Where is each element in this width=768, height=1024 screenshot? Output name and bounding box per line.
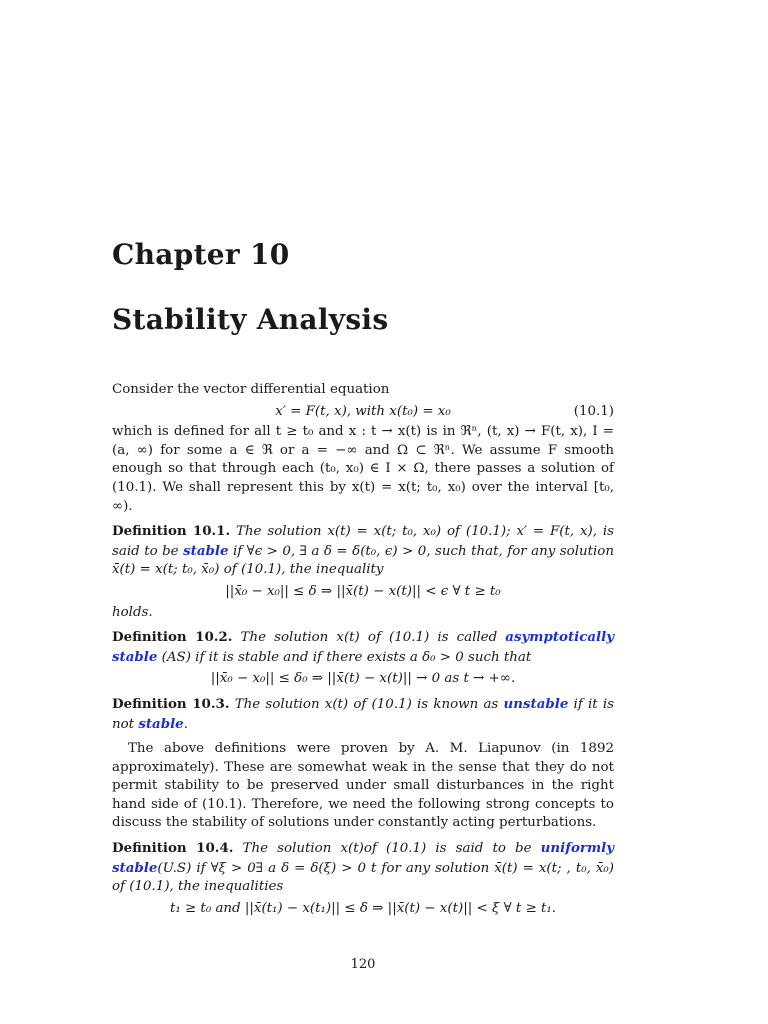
definition-text: (AS) if it is stable and if there exists a δ₀ > 0 such that bbox=[157, 649, 532, 665]
definition-10-4 bbox=[112, 839, 614, 897]
uniform-inequality: t₁ ≥ t₀ and ||x̄(t₁) − x(t₁)|| ≤ δ ⇒ ||x̄(t) − x(t)|| < ξ ∀ t ≥ t₁. bbox=[169, 900, 557, 916]
definition-text: . bbox=[183, 716, 188, 732]
equation-10-1 bbox=[112, 403, 614, 422]
definition-10-2 bbox=[112, 628, 614, 667]
definition-text: if it is not bbox=[112, 696, 615, 732]
keyword-stable: stable bbox=[183, 542, 229, 559]
chapter-label: Chapter 10 bbox=[112, 238, 290, 271]
keyword-uniformly-stable: uniformly stable bbox=[112, 840, 614, 876]
definition-heading: Definition 10.4. bbox=[112, 840, 234, 857]
definition-heading: Definition 10.3. bbox=[112, 695, 230, 712]
definition-heading: Definition 10.2. bbox=[112, 629, 233, 646]
chapter-body bbox=[112, 381, 614, 920]
keyword-stable: stable bbox=[138, 715, 184, 732]
definition-text: (U.S) if ∀ξ > 0∃ a δ = δ(ξ) > 0 t for any solution x̄(t) = x(t; , t₀, x̄₀) of (10.1), the inequalities bbox=[112, 860, 614, 895]
intro-line: Consider the vector differential equation bbox=[112, 382, 390, 397]
inequality-stable: ||x̄₀ − x₀|| ≤ δ ⇒ ||x̄(t) − x(t)|| < ϵ ∀ t ≥ t₀ bbox=[225, 583, 501, 599]
chapter-title: Stability Analysis bbox=[112, 303, 389, 336]
definition-10-1 bbox=[112, 522, 614, 580]
intro-paragraph: which is defined for all t ≥ t₀ and x : t → x(t) is in ℜⁿ, (t, x) → F(t, x), I = (a, ∞) for some a ∈ ℜ or a = −∞ and Ω ⊂ ℜⁿ. We assume F smooth enough so that through each (t₀, x₀) ∈ I × Ω, there passes a solution of (10.1). We shall represent this by x(t) = x(t; t₀, x₀) over the interval [t₀, ∞). bbox=[112, 424, 614, 514]
keyword-asymptotically-stable: asymptotically stable bbox=[112, 629, 614, 665]
page bbox=[112, 0, 614, 1024]
definition-text: if ∀ϵ > 0, ∃ a δ = δ(t₀, ϵ) > 0, such that, for any solution x̄(t) = x(t; t₀, x̄₀) of (10.1), the inequality bbox=[112, 543, 614, 578]
equation-10-1-text: x′ = F(t, x), with x(t₀) = x₀ bbox=[275, 403, 451, 419]
definition-heading: Definition 10.1. bbox=[112, 523, 231, 540]
liapunov-paragraph: The above definitions were proven by A. M. Liapunov (in 1892 approximately). These are somewhat weak in the sense that they do not permit stability to be preserved under small disturbances in the right hand side of (10.1). Therefore, we need the following strong concepts to discuss the stability of solutions under constantly acting perturbations. bbox=[112, 741, 614, 831]
keyword-unstable: unstable bbox=[503, 695, 569, 712]
page-number: 120 bbox=[350, 957, 376, 972]
definition-text: The solution x(t) = x(t; t₀, x₀) of (10.1); x′ = F(t, x), is said to be bbox=[112, 524, 614, 559]
definition-10-3 bbox=[112, 695, 614, 734]
holds-text: holds. bbox=[112, 604, 153, 620]
definition-text: The solution x(t) of (10.1) is called bbox=[232, 630, 506, 646]
equation-number: (10.1) bbox=[573, 403, 614, 419]
definition-text: The solution x(t)of (10.1) is said to be bbox=[233, 841, 541, 857]
definition-text: The solution x(t) of (10.1) is known as bbox=[229, 696, 504, 712]
limit-equation: ||x̄₀ − x₀|| ≤ δ₀ ⇒ ||x̄(t) − x(t)|| → 0 as t → +∞. bbox=[210, 671, 516, 687]
